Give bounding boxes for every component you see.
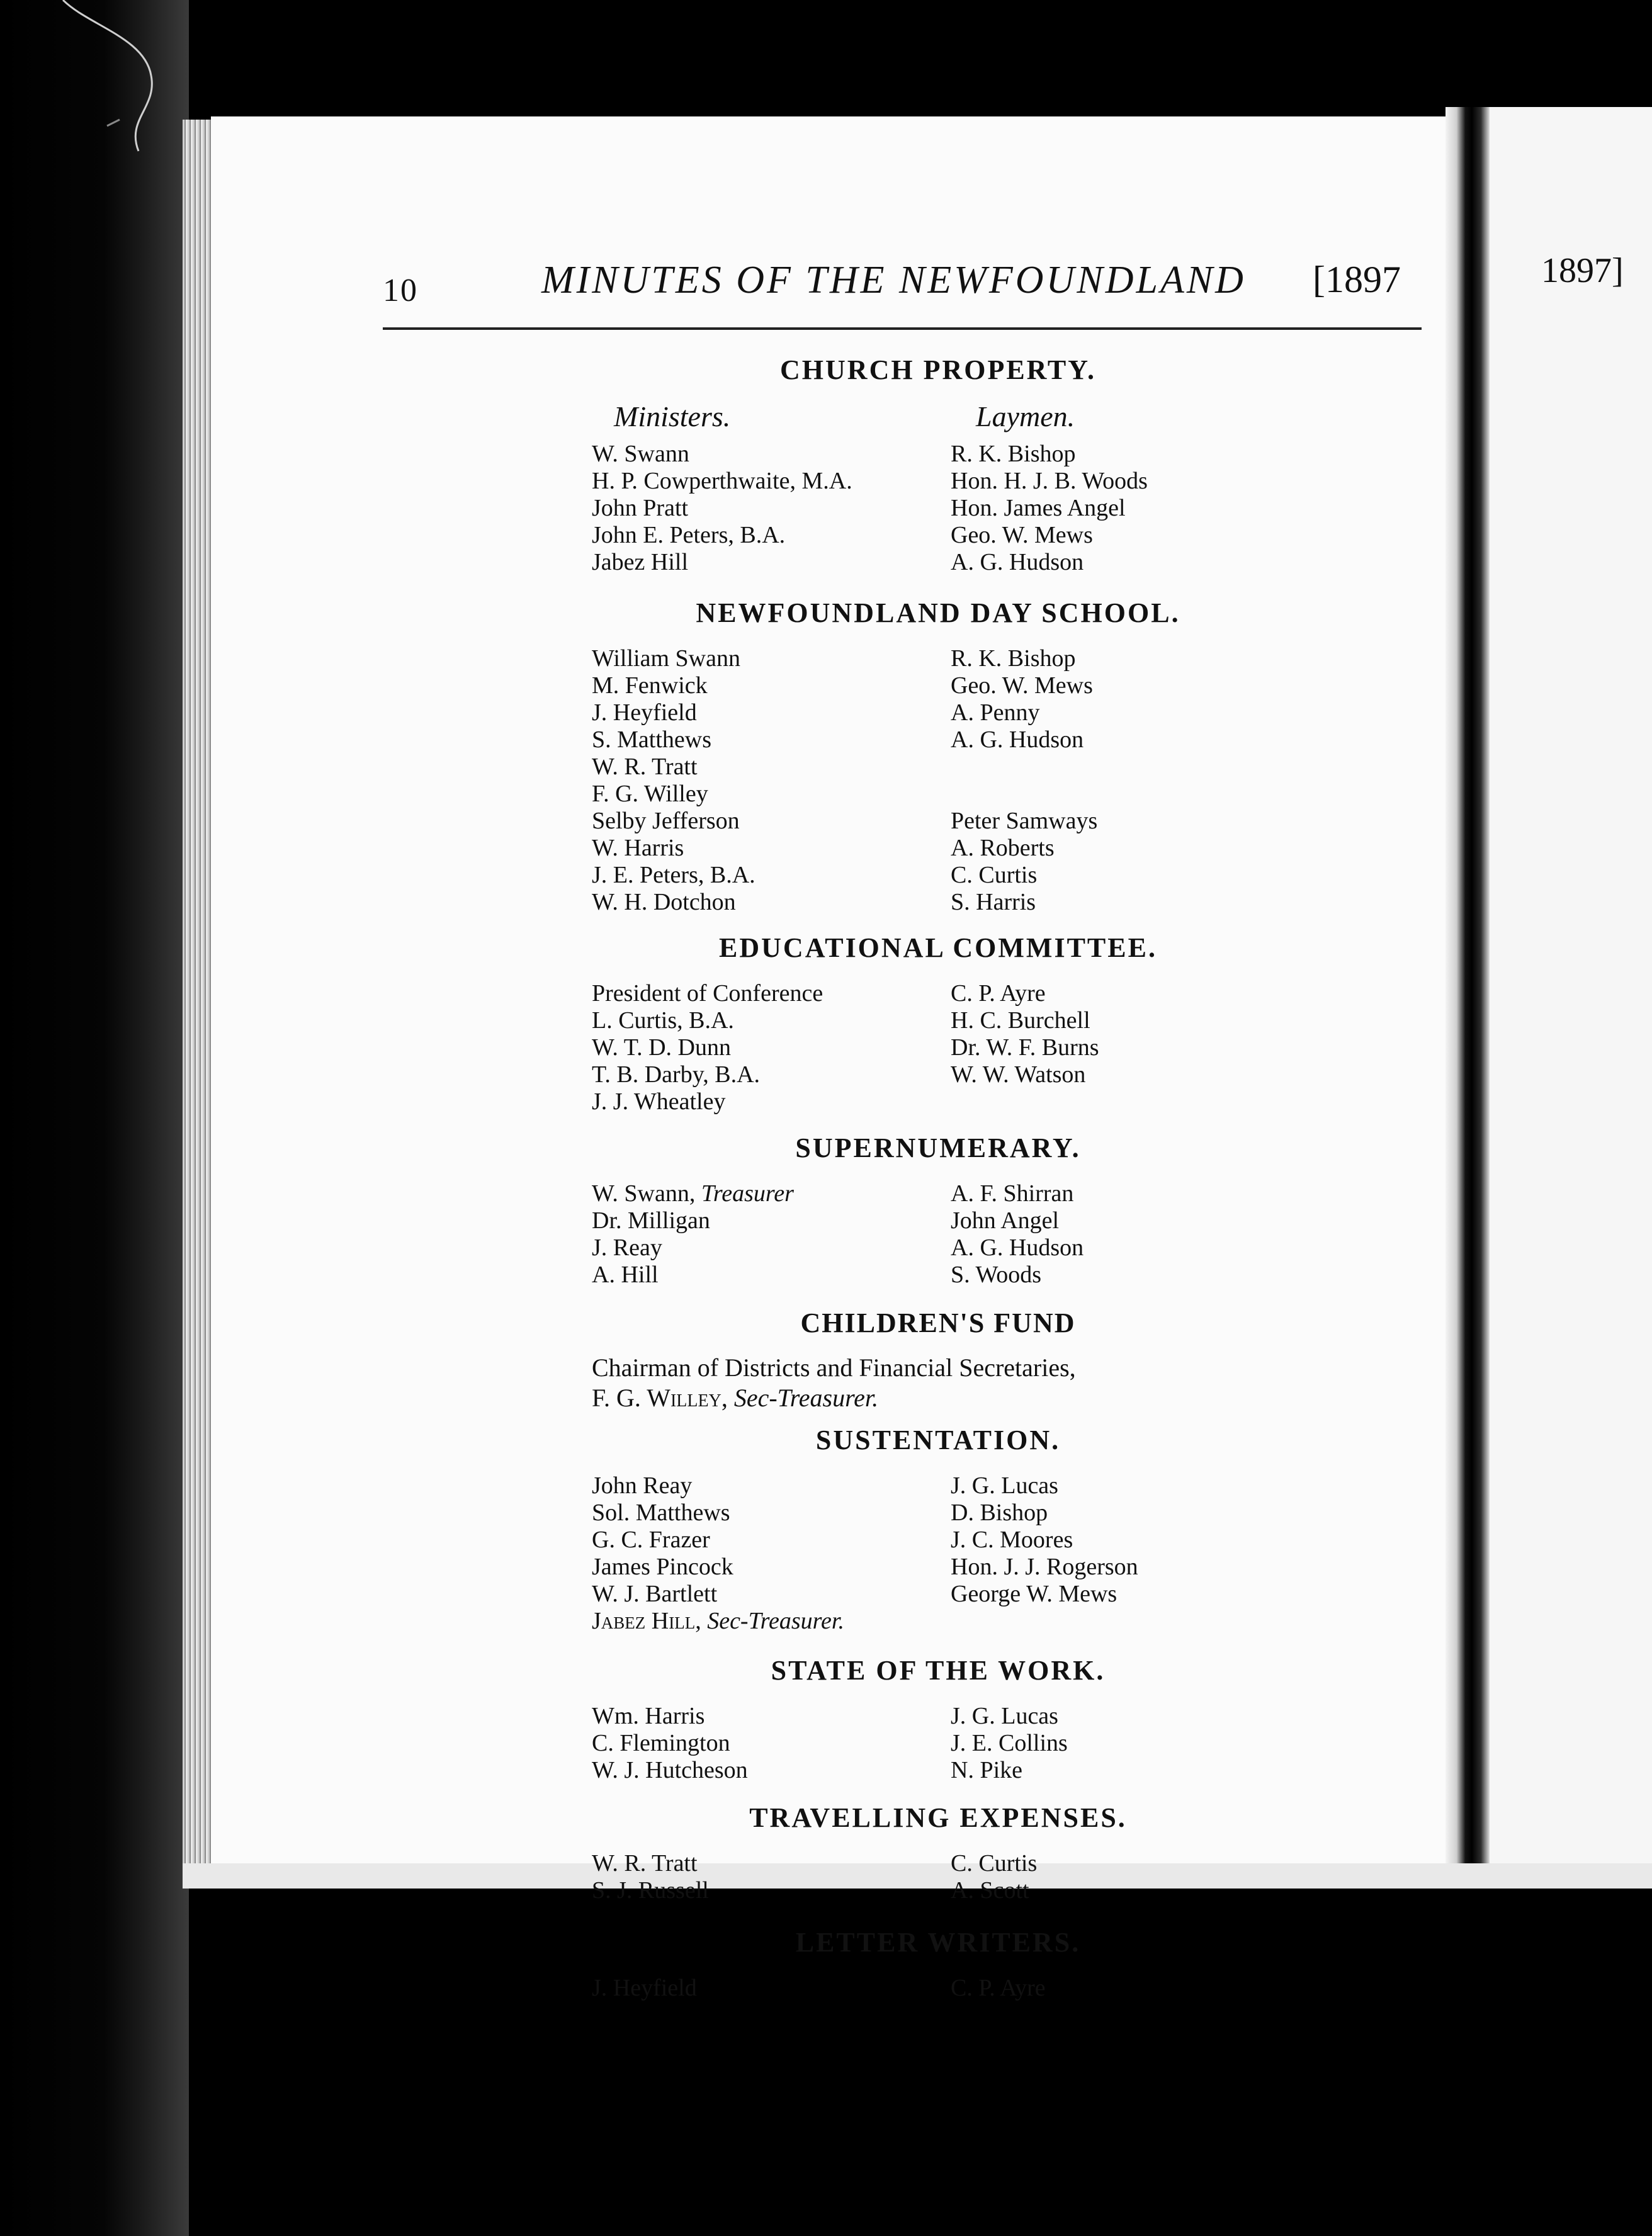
list-item: A. Scott <box>951 1877 1029 1904</box>
secretary-title: Sec-Treasurer. <box>733 1383 879 1412</box>
facing-page <box>1490 107 1652 1876</box>
list-item: Geo. W. Mews <box>951 521 1093 548</box>
list-item: Dr. Milligan <box>592 1207 710 1234</box>
list-item: A. G. Hudson <box>951 1234 1084 1261</box>
list-item: W. R. Tratt <box>592 753 698 780</box>
ministers-label: Ministers. <box>614 400 731 432</box>
list-item: William Swann <box>592 645 740 672</box>
childrens-fund-line-1: Chairman of Districts and Financial Secretaries, <box>592 1353 1076 1382</box>
list-item: W. T. D. Dunn <box>592 1034 731 1061</box>
supernumerary-left-list <box>592 1180 951 1289</box>
list-item: S. Harris <box>951 888 1036 915</box>
running-title: MINUTES OF THE NEWFOUNDLAND <box>541 259 1246 302</box>
list-item: F. G. Willey <box>592 780 708 807</box>
list-item: A. Hill <box>592 1261 659 1288</box>
list-item: D. Bishop <box>951 1499 1048 1526</box>
supernumerary-right-list <box>951 1180 1284 1289</box>
list-item: John Pratt <box>592 494 689 521</box>
laymen-list <box>951 441 1284 576</box>
section-state-of-work <box>592 1654 1284 1784</box>
list-item: Geo. W. Mews <box>951 672 1093 699</box>
running-year: [1897 <box>1313 259 1401 300</box>
section-church-property <box>592 354 1284 576</box>
list-item: James Pincock <box>592 1553 733 1580</box>
section-letter-writers <box>592 1926 1284 2002</box>
list-gap <box>951 754 1284 808</box>
list-item: A. Roberts <box>951 834 1055 861</box>
list-item: W. J. Bartlett <box>592 1580 718 1607</box>
educational-right-list <box>951 980 1284 1115</box>
paper-edge-curl <box>50 0 176 201</box>
list-item: M. Fenwick <box>592 672 708 699</box>
list-item: J. C. Moores <box>951 1526 1073 1553</box>
list-item: A. G. Hudson <box>951 548 1084 575</box>
letter-writers-left-list <box>592 1975 951 2002</box>
section-educational-committee <box>592 932 1284 1115</box>
list-item: John Angel <box>951 1207 1060 1234</box>
section-sustentation <box>592 1424 1284 1635</box>
list-item: H. P. Cowperthwaite, M.A. <box>592 467 852 494</box>
list-item: W. Harris <box>592 834 684 861</box>
list-item: N. Pike <box>951 1756 1022 1783</box>
letter-writers-right-list <box>951 1975 1284 2002</box>
state-of-work-right-list <box>951 1703 1284 1784</box>
list-item: George W. Mews <box>951 1580 1117 1607</box>
section-heading: SUPERNUMERARY. <box>795 1132 1081 1163</box>
list-item: C. Curtis <box>951 1849 1038 1877</box>
laymen-label: Laymen. <box>976 400 1075 432</box>
list-item: John E. Peters, B.A. <box>592 521 786 548</box>
list-item: C. Curtis <box>951 861 1038 888</box>
list-item: A. F. Shirran <box>951 1180 1074 1207</box>
list-item: W. J. Hutcheson <box>592 1756 748 1783</box>
sustentation-left-list <box>592 1472 951 1635</box>
list-item: J. G. Lucas <box>951 1702 1058 1729</box>
list-item: Wm. Harris <box>592 1702 705 1729</box>
section-childrens-fund <box>592 1307 1284 1413</box>
list-item: R. K. Bishop <box>951 440 1076 467</box>
state-of-work-left-list <box>592 1703 951 1784</box>
list-item: J. E. Collins <box>951 1729 1068 1756</box>
list-item: W. Swann <box>592 440 689 467</box>
list-item: W. R. Tratt <box>592 1849 698 1877</box>
book-gutter <box>1445 107 1490 1876</box>
list-item: W. W. Watson <box>951 1061 1086 1088</box>
list-item <box>592 1180 951 1207</box>
page-number: 10 <box>383 273 418 308</box>
secretary-name: F. G. Willey, <box>592 1383 728 1412</box>
list-item: S. Matthews <box>592 726 711 753</box>
list-item: C. P. Ayre <box>951 1974 1046 2001</box>
list-item: R. K. Bishop <box>951 645 1076 672</box>
childrens-fund-line-2 <box>592 1383 1284 1413</box>
list-item: A. G. Hudson <box>951 726 1084 753</box>
sustentation-right-list <box>951 1472 1284 1635</box>
list-item: G. C. Frazer <box>592 1526 710 1553</box>
day-school-left-list <box>592 645 951 916</box>
educational-left-list <box>592 980 951 1115</box>
section-day-school <box>592 597 1284 916</box>
list-item: J. Heyfield <box>592 1974 697 2001</box>
list-item: J. J. Wheatley <box>592 1088 726 1115</box>
section-heading: EDUCATIONAL COMMITTEE. <box>719 932 1157 963</box>
list-item: C. P. Ayre <box>951 980 1046 1007</box>
list-item: S. J. Russell <box>592 1877 709 1904</box>
section-supernumerary <box>592 1132 1284 1289</box>
list-item: Peter Samways <box>951 807 1098 834</box>
treasurer-title: Treasurer <box>701 1180 794 1207</box>
column-subheads <box>592 400 1284 433</box>
list-item: President of Conference <box>592 980 823 1007</box>
childrens-fund-text <box>592 1353 1284 1413</box>
section-heading: TRAVELLING EXPENSES. <box>749 1802 1127 1833</box>
list-item <box>592 1608 951 1635</box>
list-item: A. Penny <box>951 699 1040 726</box>
list-item: T. B. Darby, B.A. <box>592 1061 761 1088</box>
section-travelling-expenses <box>592 1802 1284 1904</box>
header-rule <box>383 327 1422 330</box>
list-item: J. Heyfield <box>592 699 697 726</box>
list-item: J. E. Peters, B.A. <box>592 861 755 888</box>
list-item: Dr. W. F. Burns <box>951 1034 1099 1061</box>
facing-page-year: 1897] <box>1541 251 1624 290</box>
section-heading: SUSTENTATION. <box>815 1425 1061 1455</box>
list-item: Hon. H. J. B. Woods <box>951 467 1148 494</box>
list-item: J. G. Lucas <box>951 1472 1058 1499</box>
day-school-right-list <box>951 645 1284 916</box>
treasurer-name: W. Swann, <box>592 1180 696 1207</box>
ministers-list <box>592 441 951 576</box>
page-edges <box>183 120 214 1863</box>
list-item: J. Reay <box>592 1234 662 1261</box>
list-item: Selby Jefferson <box>592 807 740 834</box>
list-item: W. H. Dotchon <box>592 888 736 915</box>
sustentation-secretary-title: Sec-Treasurer. <box>707 1607 844 1634</box>
section-heading: CHILDREN'S FUND <box>800 1307 1076 1338</box>
book-spine-shadow <box>0 0 189 2236</box>
list-item: H. C. Burchell <box>951 1007 1090 1034</box>
list-item: L. Curtis, B.A. <box>592 1007 734 1034</box>
travelling-left-list <box>592 1850 951 1904</box>
section-heading: STATE OF THE WORK. <box>771 1655 1106 1686</box>
list-item: C. Flemington <box>592 1729 730 1756</box>
list-item: Sol. Matthews <box>592 1499 730 1526</box>
list-item: S. Woods <box>951 1261 1042 1288</box>
list-item: Hon. James Angel <box>951 494 1126 521</box>
sustentation-secretary-name: Jabez Hill, <box>592 1607 701 1634</box>
travelling-right-list <box>951 1850 1284 1904</box>
list-item: Jabez Hill <box>592 548 689 575</box>
section-heading: LETTER WRITERS. <box>795 1927 1081 1958</box>
list-item: John Reay <box>592 1472 693 1499</box>
section-heading: CHURCH PROPERTY. <box>780 354 1096 385</box>
section-heading: NEWFOUNDLAND DAY SCHOOL. <box>696 597 1180 628</box>
list-item: Hon. J. J. Rogerson <box>951 1553 1138 1580</box>
